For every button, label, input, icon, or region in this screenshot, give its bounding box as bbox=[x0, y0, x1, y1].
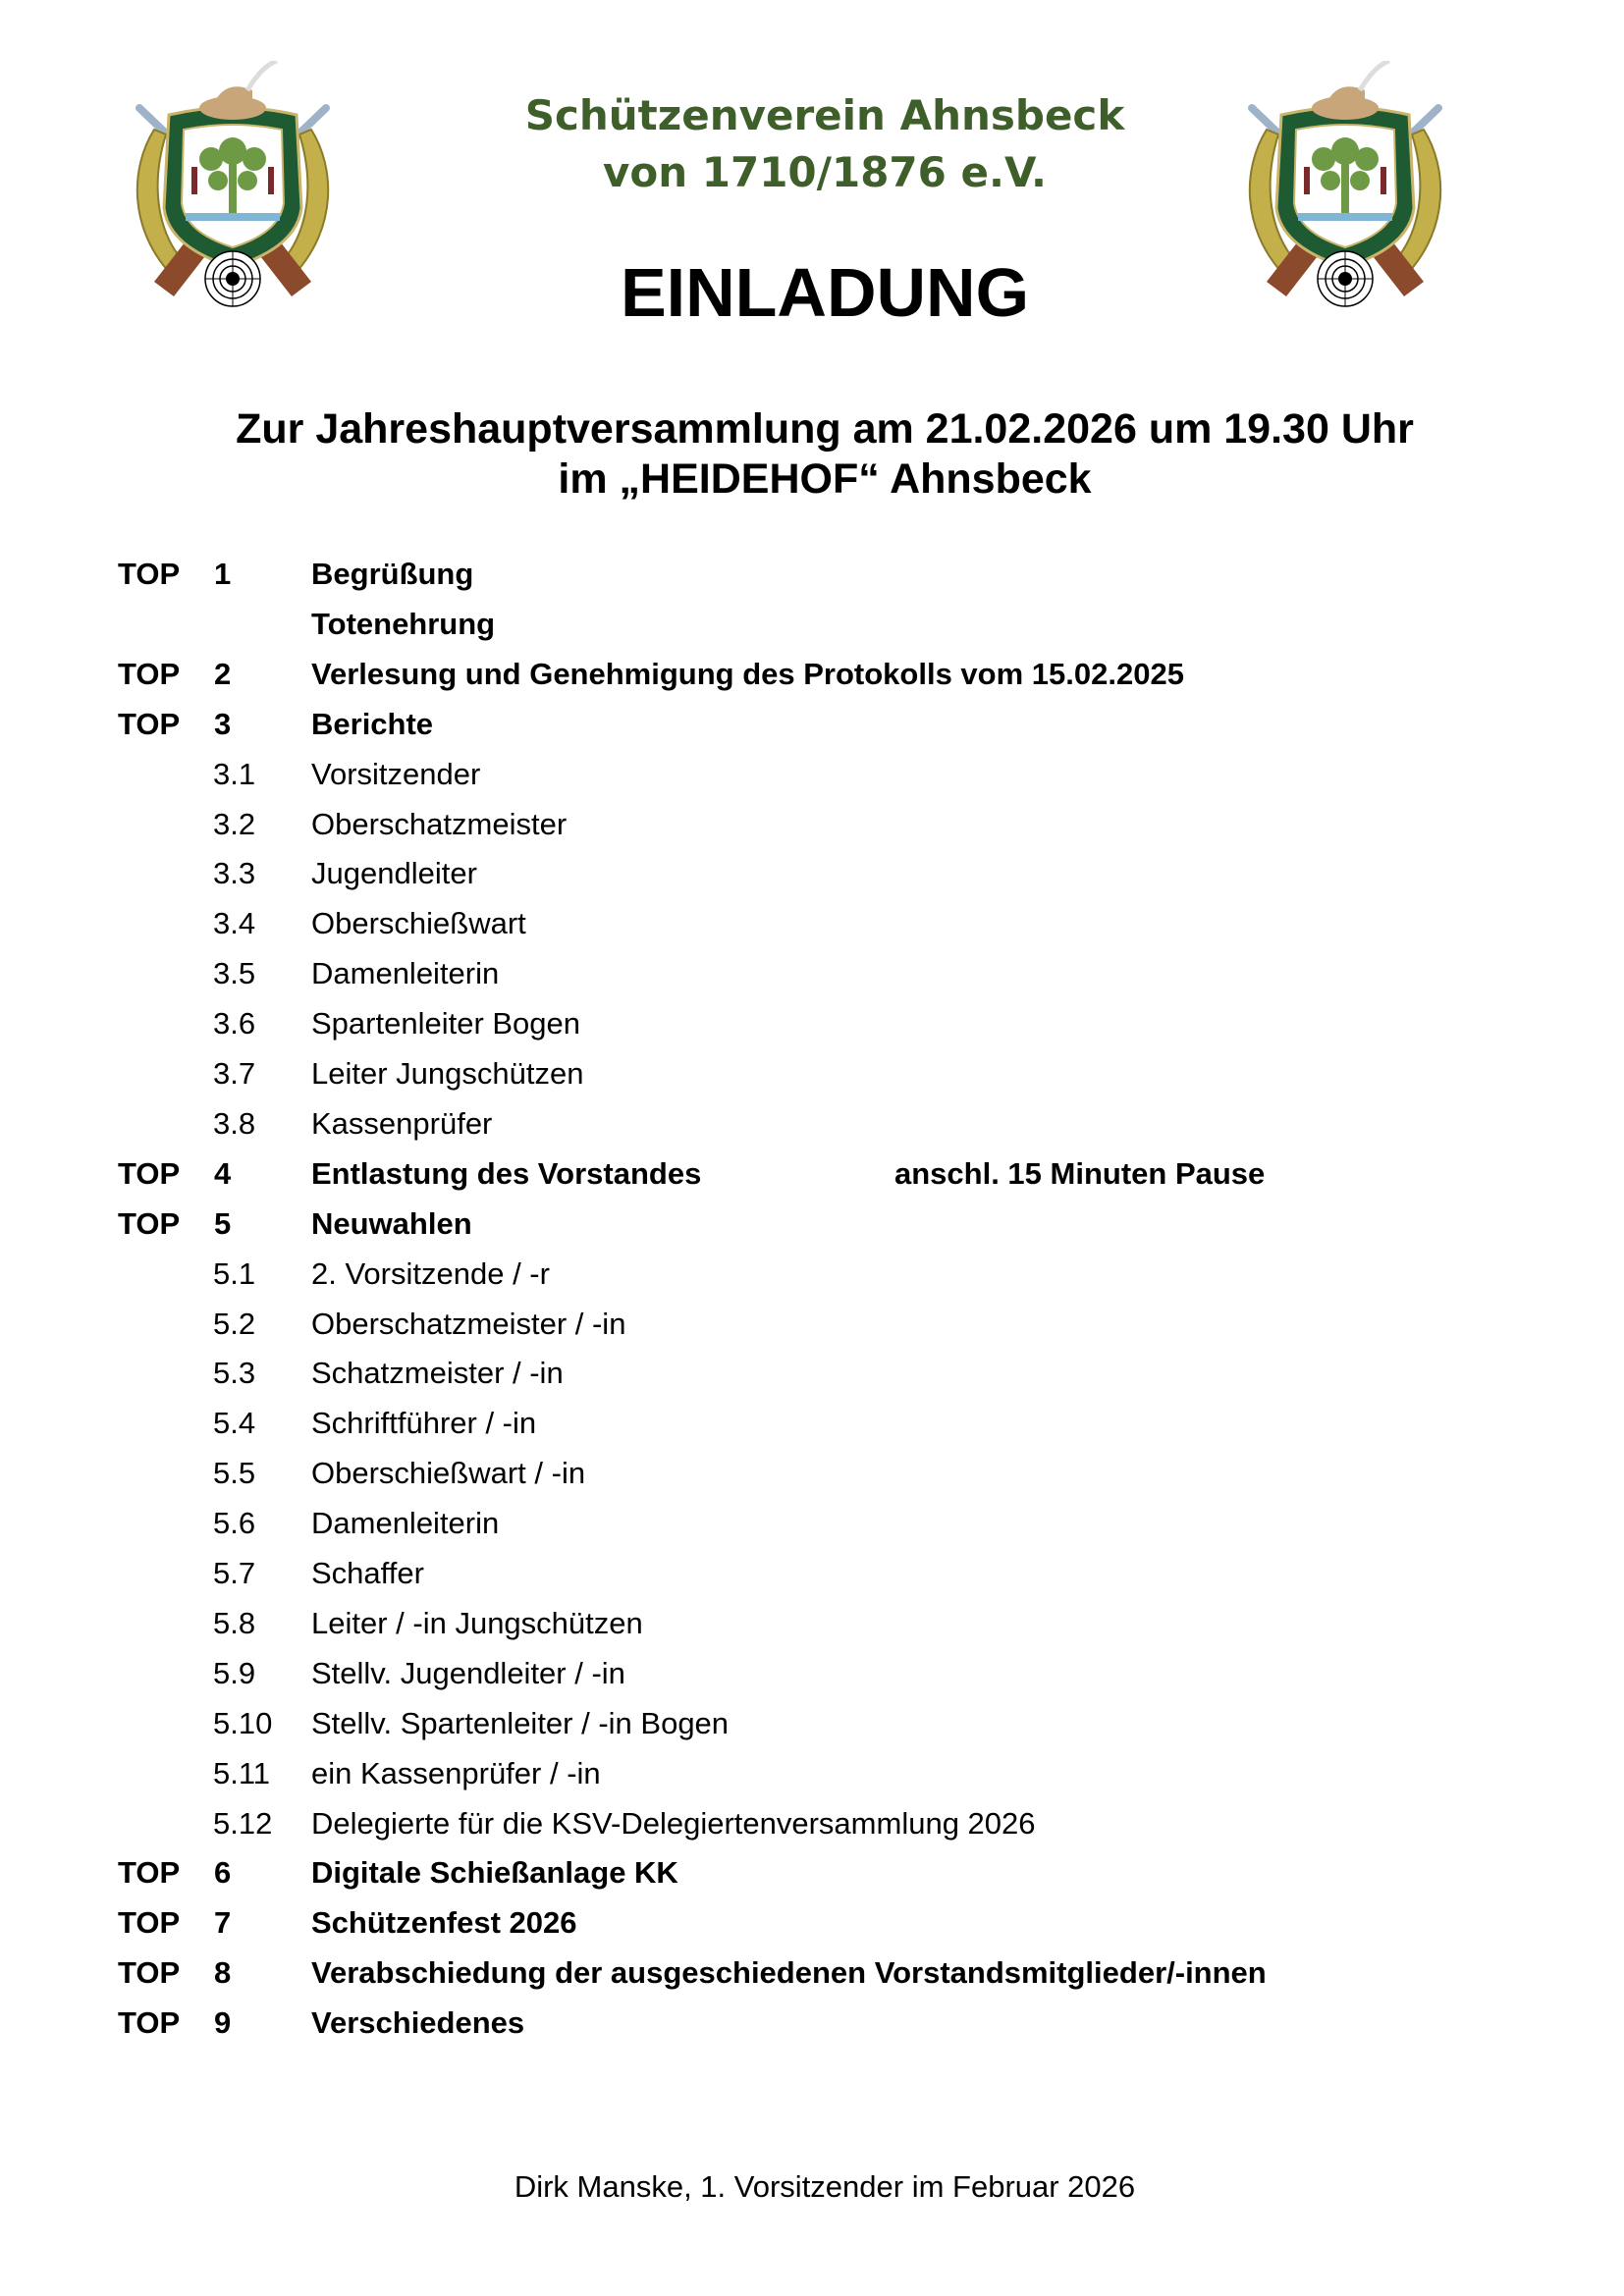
agenda-item bbox=[0, 706, 1624, 755]
agenda-subitem-number: 3.7 bbox=[213, 1056, 256, 1091]
agenda-item-text: Delegierte für die KSV-Delegiertenversammlung 2026 bbox=[311, 1805, 1036, 1841]
agenda-item-text: Schützenfest 2026 bbox=[311, 1905, 577, 1941]
agenda-top-label: TOP bbox=[118, 1205, 181, 1241]
agenda-item-number: 2 bbox=[214, 656, 232, 691]
agenda-item bbox=[0, 656, 1624, 705]
agenda-item bbox=[0, 1155, 1624, 1204]
agenda-subitem-number: 5.4 bbox=[213, 1406, 256, 1441]
agenda-item-text: Spartenleiter Bogen bbox=[311, 1006, 581, 1041]
agenda-item bbox=[0, 1205, 1624, 1255]
agenda-subitem bbox=[0, 1255, 1624, 1305]
agenda-item-text: Verlesung und Genehmigung des Protokolls vom 15.02.2025 bbox=[311, 656, 1184, 691]
agenda-item-text: Entlastung des Vorstandes bbox=[311, 1155, 702, 1191]
agenda-item-number: 6 bbox=[214, 1855, 232, 1891]
agenda-top-label: TOP bbox=[118, 2005, 181, 2041]
invitation-heading-line2: im „HEIDEHOF“ Ahnsbeck bbox=[558, 455, 1092, 503]
agenda-item-text: Neuwahlen bbox=[311, 1205, 472, 1241]
agenda-item-number: 4 bbox=[214, 1155, 232, 1191]
agenda-subitem-number: 5.12 bbox=[213, 1805, 273, 1841]
club-emblem-left bbox=[115, 61, 351, 311]
agenda-subitem-number: 5.2 bbox=[213, 1306, 256, 1341]
agenda-subitem-number: 3.4 bbox=[213, 906, 256, 941]
agenda-subitem-number: 3.5 bbox=[213, 956, 256, 991]
agenda-item-text: Stellv. Jugendleiter / -in bbox=[311, 1655, 625, 1690]
agenda-item-number: 3 bbox=[214, 706, 232, 741]
agenda-subitem-number: 5.6 bbox=[213, 1506, 256, 1541]
agenda-subitem bbox=[0, 1055, 1624, 1104]
agenda-subitem-number: 5.3 bbox=[213, 1356, 256, 1391]
agenda-item bbox=[0, 1954, 1624, 2003]
agenda-subitem-number: 3.2 bbox=[213, 806, 256, 841]
agenda-item-text: Oberschießwart / -in bbox=[311, 1456, 586, 1491]
agenda-item-text: Damenleiterin bbox=[311, 956, 500, 991]
agenda-subitem-number: 3.1 bbox=[213, 756, 256, 791]
agenda-subitem bbox=[0, 1805, 1624, 1854]
agenda-subitem bbox=[0, 1455, 1624, 1504]
agenda-subitem bbox=[0, 1355, 1624, 1404]
agenda-subitem bbox=[0, 1405, 1624, 1454]
agenda-subitem bbox=[0, 1105, 1624, 1154]
agenda-subitem bbox=[0, 1505, 1624, 1554]
agenda-subitem-number: 5.5 bbox=[213, 1456, 256, 1491]
agenda-subitem-number: 3.6 bbox=[213, 1006, 256, 1041]
agenda-item-note: anschl. 15 Minuten Pause bbox=[894, 1155, 1266, 1191]
agenda-top-label: TOP bbox=[118, 1905, 181, 1941]
agenda-top-label: TOP bbox=[118, 557, 181, 591]
agenda-item-text: ein Kassenprüfer / -in bbox=[311, 1755, 601, 1790]
agenda-item bbox=[0, 2004, 1624, 2054]
agenda-item-text: Digitale Schießanlage KK bbox=[311, 1855, 678, 1891]
agenda-top-label: TOP bbox=[118, 706, 181, 741]
agenda-subitem bbox=[0, 806, 1624, 855]
agenda-subitem bbox=[0, 1755, 1624, 1804]
document-title: EINLADUNG bbox=[620, 254, 1030, 331]
agenda-subitem-number: 5.8 bbox=[213, 1605, 256, 1640]
agenda-subitem-number: 5.1 bbox=[213, 1255, 256, 1291]
signature-line: Dirk Manske, 1. Vorsitzender im Februar 2026 bbox=[514, 2169, 1136, 2204]
agenda-subitem bbox=[0, 1306, 1624, 1355]
agenda-item-text: Oberschatzmeister bbox=[311, 806, 568, 841]
club-name-line2: von 1710/1876 e.V. bbox=[603, 148, 1047, 196]
agenda-item-number: 1 bbox=[214, 557, 232, 591]
agenda-subitem-number: 3.8 bbox=[213, 1105, 256, 1141]
agenda-item-text: Berichte bbox=[311, 706, 434, 741]
agenda-subitem bbox=[0, 1655, 1624, 1704]
agenda-item-text: Vorsitzender bbox=[311, 756, 481, 791]
agenda-item-text: Stellv. Spartenleiter / -in Bogen bbox=[311, 1705, 730, 1740]
club-name-line1: Schützenverein Ahnsbeck bbox=[524, 91, 1125, 139]
agenda-subitem bbox=[0, 756, 1624, 805]
coat-of-arms-icon bbox=[137, 61, 328, 306]
agenda-item-text: Verschiedenes bbox=[311, 2005, 525, 2041]
agenda-item-text: Schaffer bbox=[311, 1556, 424, 1590]
agenda-subitem-number: 5.7 bbox=[213, 1556, 256, 1590]
agenda-item-text: Leiter / -in Jungschützen bbox=[311, 1605, 643, 1640]
agenda-subitem bbox=[0, 855, 1624, 904]
agenda-top-label: TOP bbox=[118, 656, 181, 691]
agenda-item bbox=[0, 1904, 1624, 1953]
agenda-subitem-number: 3.3 bbox=[213, 856, 256, 891]
invitation-heading-line1: Zur Jahreshauptversammlung am 21.02.2026 um 19.30 Uhr bbox=[236, 405, 1414, 453]
agenda-item-number: 8 bbox=[214, 1955, 232, 1991]
agenda-subitem bbox=[0, 1005, 1624, 1054]
agenda-item-number: 7 bbox=[214, 1905, 232, 1941]
agenda-top-label: TOP bbox=[118, 1855, 181, 1891]
agenda-subitem bbox=[0, 1555, 1624, 1604]
agenda-item-number: 5 bbox=[214, 1205, 232, 1241]
agenda-item-text: Jugendleiter bbox=[311, 856, 477, 891]
agenda-subitem-number: 5.10 bbox=[213, 1705, 273, 1740]
agenda-item-text: Totenehrung bbox=[311, 606, 496, 641]
agenda-top-label: TOP bbox=[118, 1955, 181, 1991]
agenda-subitem-number: 5.11 bbox=[213, 1755, 271, 1790]
agenda-item-text: Schatzmeister / -in bbox=[311, 1356, 564, 1391]
agenda-item-text: Verabschiedung der ausgeschiedenen Vorstandsmitglieder/-innen bbox=[311, 1955, 1267, 1991]
agenda-subitem-number: 5.9 bbox=[213, 1655, 256, 1690]
agenda-item-text: Oberschatzmeister / -in bbox=[311, 1306, 626, 1341]
agenda-subitem bbox=[0, 1605, 1624, 1654]
agenda-subitem bbox=[0, 1705, 1624, 1754]
agenda-item bbox=[0, 1854, 1624, 1903]
agenda-item-text: Oberschießwart bbox=[311, 906, 526, 941]
agenda-item-number: 9 bbox=[214, 2005, 232, 2041]
agenda-item-text: Kassenprüfer bbox=[311, 1105, 493, 1141]
agenda-item-text: Begrüßung bbox=[311, 557, 474, 591]
agenda-item-text: 2. Vorsitzende / -r bbox=[311, 1255, 550, 1291]
agenda-item bbox=[0, 556, 1624, 605]
agenda-item bbox=[0, 606, 1624, 655]
agenda-item-text: Schriftführer / -in bbox=[311, 1406, 537, 1441]
agenda-subitem bbox=[0, 955, 1624, 1004]
agenda-top-label: TOP bbox=[118, 1155, 181, 1191]
agenda-subitem bbox=[0, 905, 1624, 954]
agenda-item-text: Leiter Jungschützen bbox=[311, 1056, 584, 1091]
agenda-item-text: Damenleiterin bbox=[311, 1506, 500, 1541]
